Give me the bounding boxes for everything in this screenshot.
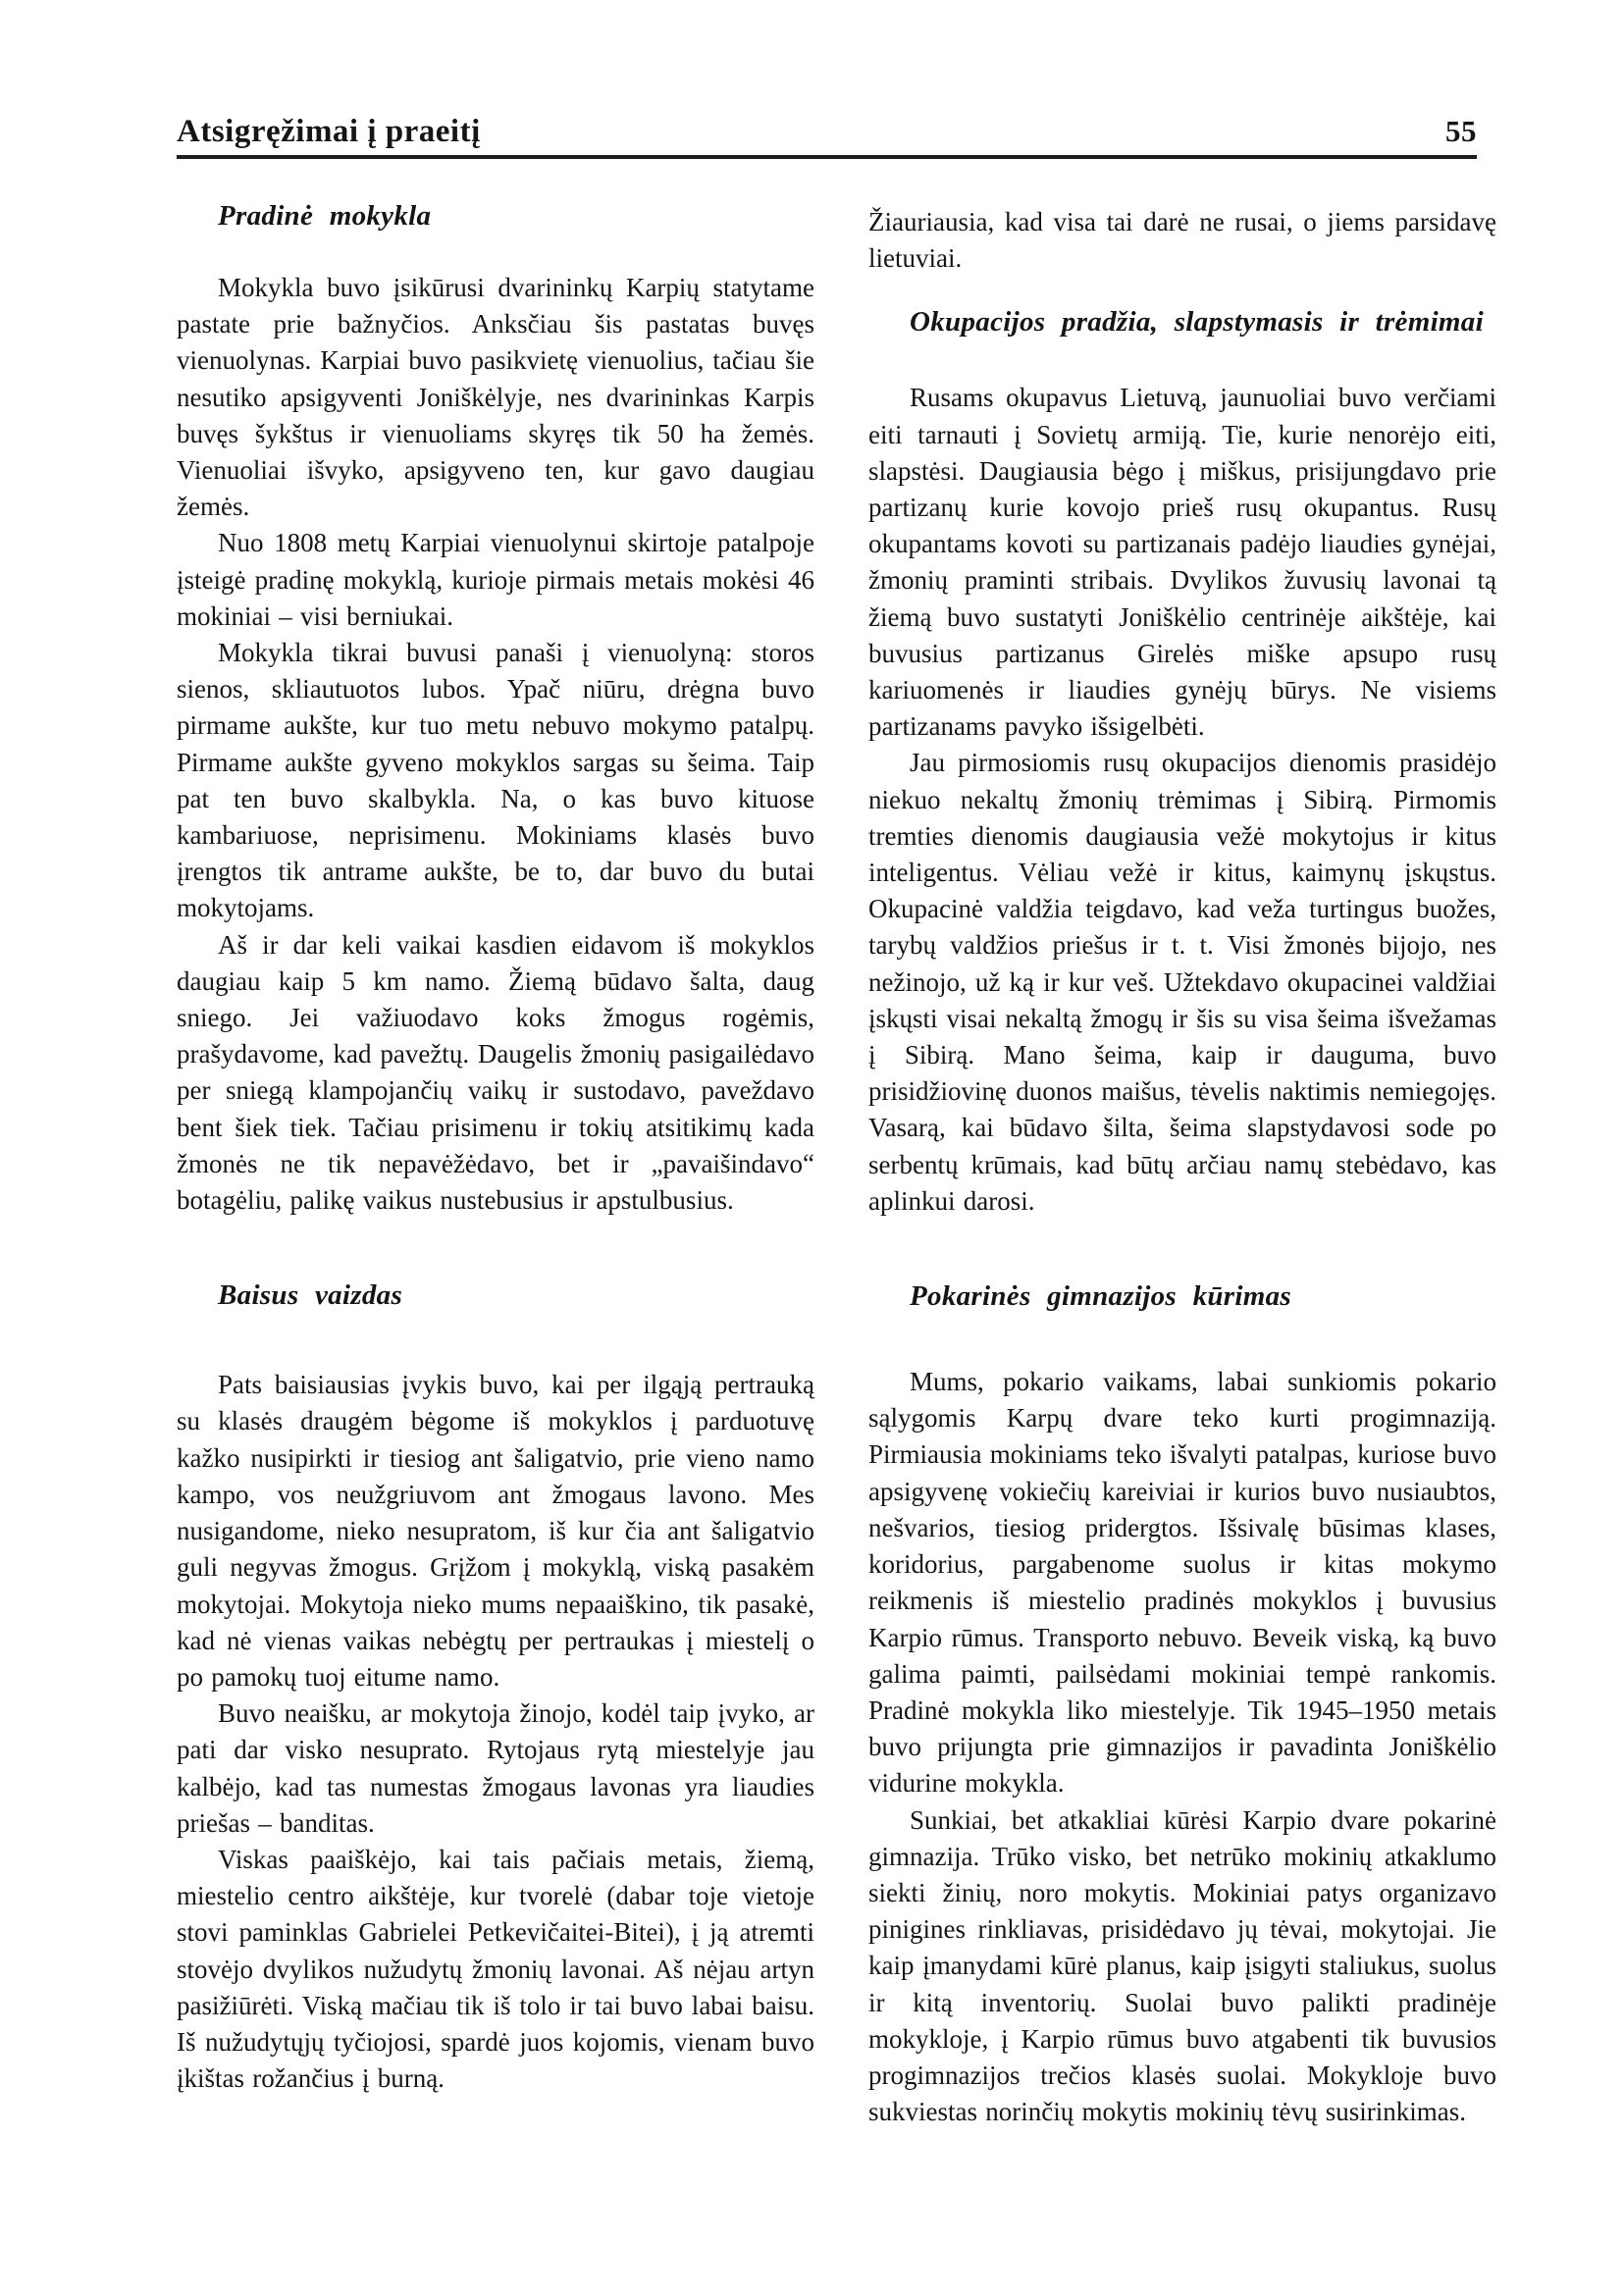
paragraph: Rusams okupavus Lietuvą, jaunuoliai buvo verčiami eiti tarnauti į Sovietų armiją. Tie, kurie nenorėjo eiti, slapstėsi. Daugiausia bėgo į miškus, prisijungdavo prie partizanų kurie kovojo prieš rusų okupantus. Rusų okupantams kovoti su partizanais padėjo liaudies gynėjai, žmonių praminti stribais. Dvylikos žuvusių lavonai tą žiemą buvo sustatyti Joniškėlio centrinėje aikštėje, kai buvusius partizanus Girelės miške apsupo rusų kariuomenės ir liaudies gynėjų būrys. Ne visiems partizanams pavyko išsigelbėti. bbox=[868, 383, 1496, 742]
paragraph: Sunkiai, bet atkakliai kūrėsi Karpio dvare pokarinė gimnazija. Trūko visko, bet netrūko mokinių atkaklumo siekti žinių, noro mokytis. Mokiniai patys organizavo pinigines rinkliavas, prisidėdavo jų tėvai, mokytojai. Jie kaip įmanydami kūrė planus, kaip įsigyti staliukus, suolus ir kitą inventorių. Suolai buvo palikti pradinėje mokykloje, į Karpio rūmus buvo atgabenti tik buvusios progimnazijos trečios klasės suolai. Mokykloje buvo sukviestas norinčių mokytis mokinių tėvų susirinkimas. bbox=[868, 1804, 1496, 2127]
paragraph: Nuo 1808 metų Karpiai vienuolynui skirtoje patalpoje įsteigė pradinę mokyklą, kurioje pirmais metais mokėsi 46 mokiniai – visi berniukai. bbox=[177, 528, 814, 631]
paragraph: Jau pirmosiomis rusų okupacijos dienomis prasidėjo niekuo nekaltų žmonių trėmimas į Sibirą. Pirmomis tremties dienomis daugiausia vežė mokytojus ir kitus inteligentus. Vėliau vežė ir kitus, kaimynų įskųstus. Okupacinė valdžia teigdavo, kad veža turtingus buožes, tarybų valdžios priešus ir t. t. Visi žmonės bijojo, nes nežinojo, už ką ir kur veš. Užtekdavo okupacinei valdžiai įskųsti visai nekaltą žmogų ir šis su visa šeima išvežamas į Sibirą. Mano šeima, kaip ir dauguma, buvo prisidžiovinę duonos maišus, tėvelis naktimis nemiegojęs. Vasarą, kai būdavo šilta, šeima slapstydavosi sode po serbentų krūmais, kad būtų arčiau namų stebėdavo, kas aplinkui darosi. bbox=[868, 748, 1496, 1216]
running-head bbox=[177, 114, 1477, 150]
paragraph: Mokykla buvo įsikūrusi dvarininkų Karpių statytame pastate prie bažnyčios. Anksčiau šis pastatas buvęs vienuolynas. Karpiai buvo pasikvietę vienuolius, tačiau šie nesutiko apsigyventi Joniškėlyje, nes dvarininkas Karpis buvęs šykštus ir vienuoliams skyręs tik 50 ha žemės. Vienuoliai išvyko, apsigyveno ten, kur gavo daugiau žemės. bbox=[177, 273, 814, 522]
paragraph: Buvo neaišku, ar mokytoja žinojo, kodėl taip įvyko, ar pati dar visko nesuprato. Rytojaus rytą miestelyje jau kalbėjo, kad tas numestas žmogaus lavonas yra liaudies priešas – banditas. bbox=[177, 1698, 814, 1838]
section-heading-pokarines-gimnazijos: Pokarinės gimnazijos kūrimas bbox=[910, 1280, 1291, 1313]
running-title: Atsigręžimai į praeitį bbox=[177, 114, 481, 149]
left-column bbox=[177, 192, 814, 2130]
section-heading-pradine-mokykla: Pradinė mokykla bbox=[218, 200, 432, 232]
header-rule bbox=[177, 155, 1477, 159]
paragraph: Mokykla tikrai buvusi panaši į vienuolyną: storos sienos, skliautuotos lubos. Ypač niūru, drėgna buvo pirmame aukšte, kur tuo metu nebuvo mokymo patalpų. Pirmame aukšte gyveno mokyklos sargas su šeima. Taip pat ten buvo skalbykla. Na, o kas buvo kituose kambariuose, neprisimenu. Mokiniams klasės buvo įrengtos tik antrame aukšte, be to, dar buvo du butai mokytojams. bbox=[177, 638, 814, 923]
page-number: 55 bbox=[1445, 114, 1477, 148]
text-columns bbox=[177, 192, 1496, 2130]
paragraph: Mums, pokario vaikams, labai sunkiomis pokario sąlygomis Karpų dvare teko kurti progimnaziją. Pirmiausia mokiniams teko išvalyti patalpas, kuriose buvo apsigyvenę vokiečių kareiviai ir kurios buvo nusiaubtos, nešvarios, tiesiog pridergtos. Išsivalę būsimas klases, koridorius, pargabenome suolus ir kitas mokymo reikmenis iš miestelio pradinės mokyklos į buvusius Karpio rūmus. Transporto nebuvo. Beveik viską, ką buvo galima paimti, pailsėdami mokiniai tempė rankomis. Pradinė mokykla liko miestelyje. Tik 1945–1950 metais buvo prijungta prie gimnazijos ir pavadinta Joniškėlio vidurine mokykla. bbox=[868, 1367, 1496, 1799]
paragraph: Pats baisiausias įvykis buvo, kai per ilgąją pertrauką su klasės draugėm bėgome iš mokyklos į parduotuvę kažko nusipirkti ir tiesiog ant šaligatvio, prie vieno namo kampo, vos neužgriuvom ant žmogaus lavono. Mes nusigandome, nieko nesupratom, iš kur čia ant šaligatvio guli negyvas žmogus. Grįžom į mokyklą, viską pasakėm mokytojai. Mokytoja nieko mums nepaaiškino, tik pasakė, kad nė vienas vaikas nebėgtų per pertraukas į miestelį o po pamokų tuoj eitume namo. bbox=[177, 1370, 814, 1692]
section-heading-okupacijos-pradzia: Okupacijos pradžia, slapstymasis ir trėmimai bbox=[910, 306, 1484, 339]
paragraph-continuation: Žiauriausia, kad visa tai darė ne rusai, o jiems parsidavę lietuviai. bbox=[868, 207, 1496, 274]
right-column bbox=[868, 192, 1496, 2130]
section-heading-baisus-vaizdas: Baisus vaizdas bbox=[218, 1279, 403, 1312]
paragraph: Aš ir dar keli vaikai kasdien eidavom iš mokyklos daugiau kaip 5 km namo. Žiemą būdavo šalta, daug sniego. Jei važiuodavo koks žmogus rogėmis, prašydavome, kad pavežtų. Daugelis žmonių pasigailėdavo per sniegą klampojančių vaikų ir sustodavo, paveždavo bent šiek tiek. Tačiau prisimenu ir tokių atsitikimų kada žmonės ne tik nepavėžėdavo, bet ir „pavaišindavo“ botagėliu, palikę vaikus nustebusius ir apstulbusius. bbox=[177, 929, 814, 1216]
paragraph: Viskas paaiškėjo, kai tais pačiais metais, žiemą, miestelio centro aikštėje, kur tvorelė (dabar toje vietoje stovi paminklas Gabrielei Petkevičaitei-Bitei), į ją atremti stovėjo dvylikos nužudytų žmonių lavonai. Aš nėjau artyn pasižiūrėti. Viską mačiau tik iš tolo ir tai buvo labai baisu. Iš nužudytųjų tyčiojosi, spardė juos kojomis, vienam buvo įkištas rožančius į burną. bbox=[177, 1844, 814, 2094]
